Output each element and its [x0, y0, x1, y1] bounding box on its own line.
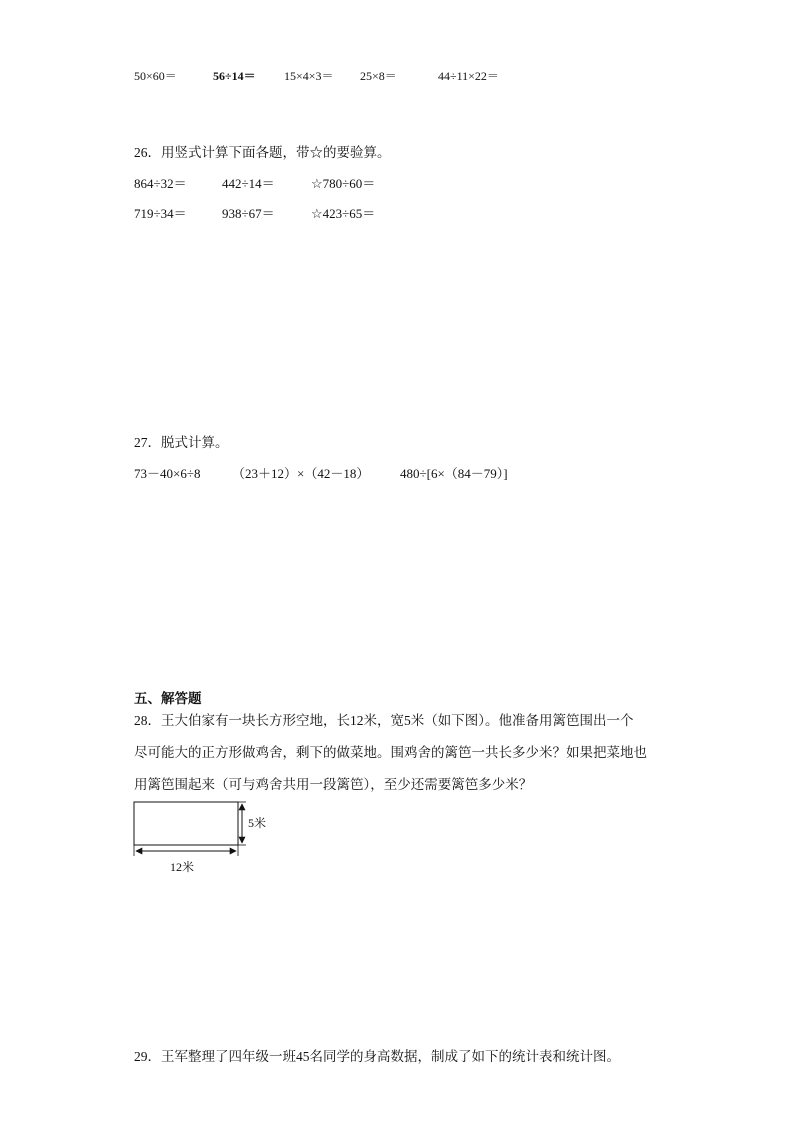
- q26-expr-5: 938÷67＝: [222, 206, 275, 221]
- q28-line-2: 尽可能大的正方形做鸡舍，剩下的做菜地。围鸡舍的篱笆一共长多少米？如果把菜地也: [134, 745, 647, 760]
- q28-line-1: 28．王大伯家有一块长方形空地，长12米，宽5米（如下图）。他准备用篱笆围出一个: [134, 713, 634, 728]
- q26-expr-6: ☆423÷65＝: [311, 206, 376, 221]
- rectangle-figure: [128, 796, 288, 878]
- length-label: 12米: [170, 860, 195, 874]
- field-rectangle: [134, 802, 238, 845]
- q27-title: 27．脱式计算。: [134, 435, 229, 450]
- q26-expr-2: 442÷14＝: [222, 176, 275, 191]
- q28-line-3: 用篱笆围起来（可与鸡舍共用一段篱笆），至少还需要篱笆多少米？: [134, 777, 533, 792]
- q26-title: 26．用竖式计算下面各题，带☆的要验算。: [134, 145, 391, 160]
- q26-expr-1: 864÷32＝: [134, 176, 187, 191]
- q28-text: [134, 705, 647, 801]
- top-expr-4: 25×8＝: [360, 69, 397, 83]
- q27-expr-1: 73－40×6÷8: [134, 466, 201, 481]
- top-expr-5: 44÷11×22＝: [438, 69, 499, 83]
- top-expr-3: 15×4×3＝: [284, 69, 334, 83]
- top-expr-1: 50×60＝: [134, 69, 177, 83]
- width-label: 5米: [248, 816, 267, 830]
- section-title: 五、解答题: [134, 691, 202, 706]
- q27-expr-3: 480÷[6×（84－79）]: [400, 466, 508, 481]
- q27-expr-2: （23＋12）×（42－18）: [232, 466, 370, 481]
- q26-expr-4: 719÷34＝: [134, 206, 187, 221]
- q26-expr-3: ☆780÷60＝: [311, 176, 376, 191]
- q29-title: 29．王军整理了四年级一班45名同学的身高数据，制成了如下的统计表和统计图。: [134, 1049, 620, 1064]
- top-expr-2: 56÷14＝: [213, 69, 256, 83]
